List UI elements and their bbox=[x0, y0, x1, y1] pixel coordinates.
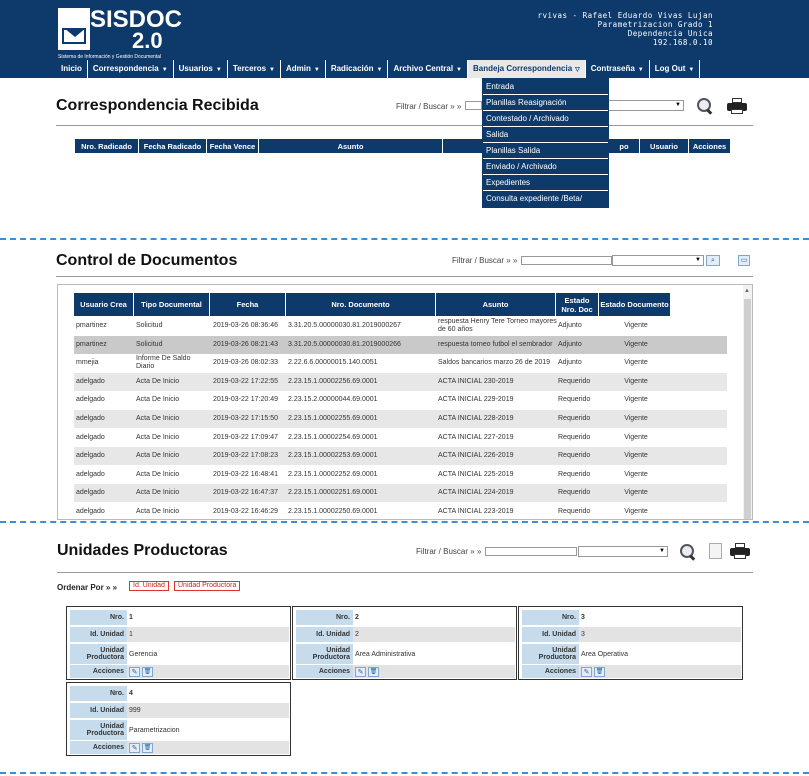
unidades-search-input[interactable] bbox=[485, 547, 577, 556]
section-separator bbox=[0, 772, 809, 774]
cell-usuario-crea: adelgado bbox=[76, 508, 105, 515]
cell-usuario-crea: mmejia bbox=[76, 359, 99, 367]
card-row-acciones bbox=[70, 665, 289, 678]
cell-fecha: 2019-03-26 08:36:46 bbox=[213, 322, 278, 329]
cell-fecha: 2019-03-22 16:46:29 bbox=[213, 508, 278, 515]
col-fecha-vence[interactable]: Fecha Vence bbox=[207, 139, 259, 153]
card-row-nro bbox=[296, 610, 515, 625]
unidad-card bbox=[518, 606, 743, 680]
caret-down-icon: ▼ bbox=[313, 67, 320, 73]
table-row[interactable] bbox=[74, 410, 727, 428]
table-row[interactable] bbox=[74, 503, 727, 520]
cell-usuario-crea: pmartinez bbox=[76, 322, 107, 329]
cell-tipo-documental: Acta De Inicio bbox=[136, 508, 180, 515]
cell-usuario-crea: adelgado bbox=[76, 396, 105, 404]
document-icon[interactable] bbox=[709, 543, 722, 559]
search-button[interactable] bbox=[706, 255, 720, 266]
card-label-id: Id. Unidad bbox=[522, 627, 579, 642]
caret-down-icon: ▼ bbox=[376, 67, 383, 73]
menu-item-planillas-salida[interactable]: Planillas Salida bbox=[483, 143, 608, 159]
card-row-id bbox=[70, 703, 289, 718]
main-nav bbox=[56, 60, 700, 78]
recibida-filter-label: Filtrar / Buscar » » bbox=[396, 102, 462, 111]
card-label-acciones: Acciones bbox=[70, 665, 127, 678]
cell-estado-documento: Vigente bbox=[624, 415, 648, 422]
cell-fecha: 2019-03-22 17:15:50 bbox=[213, 415, 278, 422]
caret-down-icon: ▼ bbox=[215, 67, 222, 73]
nav-label: Terceros bbox=[232, 64, 267, 73]
col-blank bbox=[443, 139, 483, 153]
search-icon[interactable] bbox=[696, 97, 712, 113]
cell-tipo-documental: Acta De Inicio bbox=[136, 433, 180, 441]
nav-radicacion[interactable] bbox=[326, 60, 389, 78]
card-row-nro bbox=[70, 686, 289, 701]
logo-title: SISDOC bbox=[90, 6, 183, 33]
print-icon[interactable] bbox=[730, 543, 750, 559]
control-filter-label: Filtrar / Buscar » » bbox=[452, 256, 518, 265]
control-divider bbox=[56, 276, 753, 277]
cell-tipo-documental: Acta De Inicio bbox=[136, 396, 180, 404]
delete-icon[interactable]: 🗑 bbox=[595, 668, 604, 675]
cell-asunto: Saldos bancarios marzo 26 de 2019 bbox=[438, 359, 551, 367]
col-estado-documento[interactable]: Estado Documento bbox=[599, 293, 671, 316]
nav-contrasena[interactable] bbox=[586, 60, 650, 78]
cell-asunto: respuesta Henry Tere Torneo mayores de 60 años bbox=[438, 318, 557, 333]
table-row[interactable] bbox=[74, 466, 727, 484]
unidad-card bbox=[66, 606, 291, 680]
nav-label: Bandeja Correspondencia bbox=[473, 64, 573, 73]
dependency-line: Dependencia Unica bbox=[627, 29, 713, 38]
card-value-id: 3 bbox=[581, 631, 585, 638]
cell-fecha: 2019-03-22 17:20:49 bbox=[213, 396, 278, 404]
cell-fecha: 2019-03-22 17:09:47 bbox=[213, 433, 278, 441]
table-row[interactable] bbox=[74, 336, 727, 354]
nav-label: Admin bbox=[285, 64, 311, 73]
scrollbar-thumb[interactable] bbox=[744, 299, 751, 520]
card-actions bbox=[129, 741, 153, 754]
cell-estado-nro-doc: Requerido bbox=[558, 377, 591, 385]
table-row[interactable] bbox=[74, 354, 727, 372]
cell-usuario-crea: adelgado bbox=[76, 377, 105, 385]
card-actions bbox=[129, 665, 153, 678]
caret-down-icon: ▼ bbox=[688, 67, 695, 73]
cell-estado-nro-doc: Requerido bbox=[558, 396, 591, 404]
cell-estado-nro-doc: Requerido bbox=[558, 452, 591, 460]
cell-fecha: 2019-03-22 16:47:37 bbox=[213, 489, 278, 497]
cell-nro-documento: 2.23.15.1.00002253.69.0001 bbox=[288, 452, 378, 460]
col-usuario-crea[interactable]: Usuario Crea bbox=[74, 293, 134, 316]
menu-item-entrada[interactable]: Entrada bbox=[483, 79, 608, 95]
cell-nro-documento: 2.23.15.1.00002256.69.0001 bbox=[288, 377, 378, 385]
cell-tipo-documental: Informe De Saldo Diario bbox=[136, 355, 191, 371]
cell-tipo-documental: Acta De Inicio bbox=[136, 470, 180, 478]
card-value-id: 999 bbox=[129, 707, 141, 714]
nav-archivo-central[interactable] bbox=[388, 60, 468, 78]
nav-label: Archivo Central bbox=[393, 64, 454, 73]
cell-estado-nro-doc: Adjunto bbox=[558, 340, 582, 348]
cell-estado-nro-doc: Adjunto bbox=[558, 322, 582, 329]
user-info bbox=[537, 11, 713, 47]
unidad-card bbox=[292, 606, 517, 680]
edit-icon[interactable]: ✎ bbox=[129, 743, 140, 753]
col-asunto[interactable]: Asunto bbox=[259, 139, 443, 153]
scroll-up-icon[interactable]: ▲ bbox=[744, 288, 750, 294]
col-usuario[interactable]: Usuario bbox=[640, 139, 689, 153]
cell-tipo-documental: Acta De Inicio bbox=[136, 377, 180, 385]
table-row[interactable] bbox=[74, 317, 727, 335]
nav-terceros[interactable] bbox=[228, 60, 281, 78]
card-label-nro: Nro. bbox=[296, 610, 353, 625]
cell-nro-documento: 2.22.6.6.00000015.140.0051 bbox=[288, 359, 378, 367]
cell-nro-documento: 3.31.20.5.00000030.81.2019000266 bbox=[288, 340, 401, 348]
cell-tipo-documental: Acta De Inicio bbox=[136, 415, 180, 422]
sisdoc-logo[interactable] bbox=[58, 6, 183, 64]
cell-estado-documento: Vigente bbox=[624, 452, 648, 460]
cell-estado-documento: Vigente bbox=[624, 396, 648, 404]
user-line: rvivas - Rafael Eduardo Vivas Lujan bbox=[537, 11, 713, 20]
card-label-unidad: Unidad Productora bbox=[522, 644, 579, 664]
cell-estado-documento: Vigente bbox=[624, 359, 648, 367]
card-row-nro bbox=[70, 610, 289, 625]
cell-estado-documento: Vigente bbox=[624, 322, 648, 329]
cell-usuario-crea: adelgado bbox=[76, 433, 105, 441]
caret-down-icon: ▼ bbox=[456, 67, 462, 73]
select-arrow-icon: ▼ bbox=[695, 257, 701, 263]
nav-label: Radicación bbox=[330, 64, 374, 73]
cell-usuario-crea: adelgado bbox=[76, 452, 105, 460]
card-label-acciones: Acciones bbox=[296, 665, 353, 678]
card-row-unidad bbox=[522, 644, 741, 664]
envelope-icon bbox=[62, 28, 86, 44]
cell-usuario-crea: pmartinez bbox=[76, 340, 107, 348]
cell-tipo-documental: Solicitud bbox=[136, 340, 163, 348]
cell-estado-documento: Vigente bbox=[624, 377, 648, 385]
card-value-nro: 1 bbox=[129, 614, 133, 621]
nav-log-out[interactable] bbox=[650, 60, 701, 78]
table-row[interactable] bbox=[74, 373, 727, 391]
table-scrollbar[interactable] bbox=[743, 285, 752, 520]
card-row-acciones bbox=[522, 665, 741, 678]
card-value-nro: 4 bbox=[129, 690, 133, 697]
caret-down-icon: ▼ bbox=[161, 67, 168, 73]
cell-asunto: ACTA INICIAL 223-2019 bbox=[438, 508, 514, 515]
menu-item-expedientes[interactable]: Expedientes bbox=[483, 175, 608, 191]
card-row-id bbox=[296, 627, 515, 642]
card-row-unidad bbox=[70, 720, 289, 740]
cell-asunto: ACTA INICIAL 224-2019 bbox=[438, 489, 514, 497]
card-value-nro: 3 bbox=[581, 614, 585, 621]
col-nro-documento[interactable]: Nro. Documento bbox=[286, 293, 436, 316]
recibida-title: Correspondencia Recibida bbox=[56, 97, 259, 114]
section-separator bbox=[0, 238, 809, 240]
card-row-unidad bbox=[296, 644, 515, 664]
edit-icon[interactable]: ✎ bbox=[581, 667, 592, 677]
cell-nro-documento: 3.31.20.5.00000030.81.2019000267 bbox=[288, 322, 401, 329]
logo-version: 2.0 bbox=[132, 28, 163, 53]
card-actions bbox=[581, 665, 605, 678]
col-fecha[interactable]: Fecha bbox=[210, 293, 286, 316]
nav-label: Log Out bbox=[654, 64, 686, 73]
card-label-id: Id. Unidad bbox=[70, 627, 127, 642]
unidades-filter-label: Filtrar / Buscar » » bbox=[416, 547, 482, 556]
col-nro-radicado[interactable]: Nro. Radicado bbox=[75, 139, 139, 153]
card-label-unidad: Unidad Productora bbox=[70, 720, 127, 740]
menu-item-salida[interactable]: Salida bbox=[483, 127, 608, 143]
print-icon: ▭ bbox=[740, 257, 748, 264]
card-value-unidad: Area Administrativa bbox=[355, 650, 416, 658]
nav-usuarios[interactable] bbox=[174, 60, 228, 78]
cell-tipo-documental: Solicitud bbox=[136, 322, 163, 329]
card-row-nro bbox=[522, 610, 741, 625]
card-row-unidad bbox=[70, 644, 289, 664]
caret-down-icon: ▼ bbox=[637, 67, 644, 73]
card-value-id: 2 bbox=[355, 631, 359, 638]
caret-down-icon: ▼ bbox=[269, 67, 275, 73]
edit-icon[interactable]: ✎ bbox=[129, 667, 140, 677]
cell-nro-documento: 2.23.15.1.00002251.69.0001 bbox=[288, 489, 378, 497]
order-id-unidad[interactable]: Id. Unidad bbox=[129, 581, 169, 591]
cell-usuario-crea: adelgado bbox=[76, 489, 105, 497]
recibida-filter-select[interactable] bbox=[607, 100, 684, 111]
print-button[interactable] bbox=[738, 255, 750, 266]
card-label-unidad: Unidad Productora bbox=[70, 644, 127, 664]
cell-usuario-crea: adelgado bbox=[76, 470, 105, 478]
cell-estado-documento: Vigente bbox=[624, 340, 648, 348]
delete-icon[interactable]: 🗑 bbox=[143, 668, 152, 675]
cell-fecha: 2019-03-22 17:08:23 bbox=[213, 452, 278, 460]
unidades-title: Unidades Productoras bbox=[57, 542, 228, 559]
section-separator bbox=[0, 521, 809, 523]
cell-estado-documento: Vigente bbox=[624, 489, 648, 497]
cell-estado-nro-doc: Requerido bbox=[558, 489, 591, 497]
delete-icon[interactable]: 🗑 bbox=[143, 744, 152, 751]
card-label-acciones: Acciones bbox=[70, 741, 127, 754]
card-row-acciones bbox=[296, 665, 515, 678]
cell-usuario-crea: adelgado bbox=[76, 415, 105, 422]
order-unidad-productora[interactable]: Unidad Productora bbox=[174, 581, 240, 591]
col-asunto[interactable]: Asunto bbox=[436, 293, 556, 316]
edit-icon[interactable]: ✎ bbox=[355, 667, 366, 677]
order-label: Ordenar Por » » bbox=[57, 583, 118, 592]
menu-item-enviado-archivado[interactable]: Enviado / Archivado bbox=[483, 159, 608, 175]
caret-down-icon: ▽ bbox=[575, 67, 580, 73]
menu-item-planillas-reasignacion[interactable]: Planillas Reasignación bbox=[483, 95, 608, 111]
nav-label: Contraseña bbox=[590, 64, 635, 73]
cell-asunto: ACTA INICIAL 225-2019 bbox=[438, 470, 514, 478]
print-icon[interactable] bbox=[727, 98, 747, 114]
cell-estado-nro-doc: Requerido bbox=[558, 508, 591, 515]
cell-fecha: 2019-03-26 08:02:33 bbox=[213, 359, 278, 367]
card-label-nro: Nro. bbox=[70, 610, 127, 625]
col-fecha-radicado[interactable]: Fecha Radicado bbox=[139, 139, 207, 153]
cell-asunto: ACTA INICIAL 228-2019 bbox=[438, 415, 514, 422]
cell-asunto: ACTA INICIAL 227-2019 bbox=[438, 433, 514, 441]
nav-bandeja-correspondencia[interactable] bbox=[468, 60, 586, 78]
unidades-divider bbox=[57, 572, 753, 573]
col-estado-nro-doc[interactable]: Estado Nro. Doc bbox=[556, 293, 599, 316]
bandeja-dropdown-menu bbox=[482, 78, 609, 208]
recibida-divider bbox=[56, 125, 753, 126]
nav-correspondencia[interactable] bbox=[88, 60, 174, 78]
card-row-id bbox=[70, 627, 289, 642]
unidades-filter-select[interactable] bbox=[578, 546, 668, 557]
control-search-input[interactable] bbox=[521, 256, 612, 265]
card-row-id bbox=[522, 627, 741, 642]
card-label-id: Id. Unidad bbox=[70, 703, 127, 718]
card-label-id: Id. Unidad bbox=[296, 627, 353, 642]
card-value-id: 1 bbox=[129, 631, 133, 638]
cell-asunto: ACTA INICIAL 226-2019 bbox=[438, 452, 514, 460]
cell-estado-nro-doc: Adjunto bbox=[558, 359, 582, 367]
col-tipo-documental[interactable]: Tipo Documental bbox=[134, 293, 210, 316]
select-arrow-icon: ▼ bbox=[675, 102, 681, 108]
recibida-search-input[interactable] bbox=[465, 101, 482, 110]
nav-admin[interactable] bbox=[281, 60, 326, 78]
cell-nro-documento: 2.23.15.1.00002255.69.0001 bbox=[288, 415, 378, 422]
delete-icon[interactable]: 🗑 bbox=[369, 668, 378, 675]
table-row[interactable] bbox=[74, 429, 727, 447]
cell-nro-documento: 2.23.15.1.00002250.69.0001 bbox=[288, 508, 378, 515]
cell-estado-nro-doc: Requerido bbox=[558, 470, 591, 478]
select-arrow-icon: ▼ bbox=[659, 548, 665, 554]
cell-nro-documento: 2.23.15.1.00002254.69.0001 bbox=[288, 433, 378, 441]
control-filter-select[interactable] bbox=[612, 255, 704, 266]
cell-nro-documento: 2.23.15.2.00000044.69.0001 bbox=[288, 396, 378, 404]
table-row[interactable] bbox=[74, 484, 727, 502]
cell-asunto: respuesta torneo futbol el sembrador bbox=[438, 340, 553, 348]
cell-asunto: ACTA INICIAL 230-2019 bbox=[438, 377, 514, 385]
col-acciones[interactable]: Acciones bbox=[689, 139, 731, 153]
nav-label: Inicio bbox=[61, 64, 82, 73]
ip-line: 192.168.0.10 bbox=[652, 38, 713, 47]
nav-inicio[interactable] bbox=[56, 60, 88, 78]
search-icon[interactable] bbox=[679, 543, 695, 559]
card-label-nro: Nro. bbox=[70, 686, 127, 701]
unidad-card bbox=[66, 682, 291, 756]
card-value-unidad: Area Operativa bbox=[581, 650, 629, 658]
cell-nro-documento: 2.23.15.1.00002252.69.0001 bbox=[288, 470, 378, 478]
card-actions bbox=[355, 665, 379, 678]
logo-subtitle: Sistema de Información y Gestión Documental bbox=[58, 54, 162, 60]
cell-estado-documento: Vigente bbox=[624, 508, 648, 515]
app-header bbox=[0, 0, 809, 78]
nav-label: Usuarios bbox=[178, 64, 213, 73]
cell-estado-nro-doc: Requerido bbox=[558, 415, 591, 422]
cell-tipo-documental: Acta De Inicio bbox=[136, 452, 180, 460]
cell-fecha: 2019-03-26 08:21:43 bbox=[213, 340, 278, 348]
card-label-unidad: Unidad Productora bbox=[296, 644, 353, 664]
card-label-acciones: Acciones bbox=[522, 665, 579, 678]
control-title: Control de Documentos bbox=[56, 252, 238, 269]
menu-item-contestado-archivado[interactable]: Contestado / Archivado bbox=[483, 111, 608, 127]
cell-tipo-documental: Acta De Inicio bbox=[136, 489, 180, 497]
cell-asunto: ACTA INICIAL 229-2019 bbox=[438, 396, 514, 404]
nav-label: Correspondencia bbox=[92, 64, 159, 73]
search-icon: ⌕ bbox=[711, 257, 715, 264]
cell-fecha: 2019-03-22 16:48:41 bbox=[213, 470, 278, 478]
card-label-nro: Nro. bbox=[522, 610, 579, 625]
card-row-acciones bbox=[70, 741, 289, 754]
card-value-unidad: Gerencia bbox=[129, 650, 158, 658]
table-row[interactable] bbox=[74, 447, 727, 465]
cell-estado-nro-doc: Requerido bbox=[558, 433, 591, 441]
card-value-unidad: Parametrizacion bbox=[129, 726, 180, 734]
control-table bbox=[57, 284, 753, 520]
cell-fecha: 2019-03-22 17:22:55 bbox=[213, 377, 278, 385]
menu-item-consulta-expediente[interactable]: Consulta expediente /Beta/ bbox=[486, 194, 583, 203]
col-tipo[interactable]: po bbox=[609, 139, 640, 153]
role-line: Parametrizacion Grado 1 bbox=[597, 20, 713, 29]
cell-estado-documento: Vigente bbox=[624, 433, 648, 441]
table-row[interactable] bbox=[74, 391, 727, 409]
card-value-nro: 2 bbox=[355, 614, 359, 621]
logo-document-icon bbox=[58, 8, 90, 50]
cell-estado-documento: Vigente bbox=[624, 470, 648, 478]
